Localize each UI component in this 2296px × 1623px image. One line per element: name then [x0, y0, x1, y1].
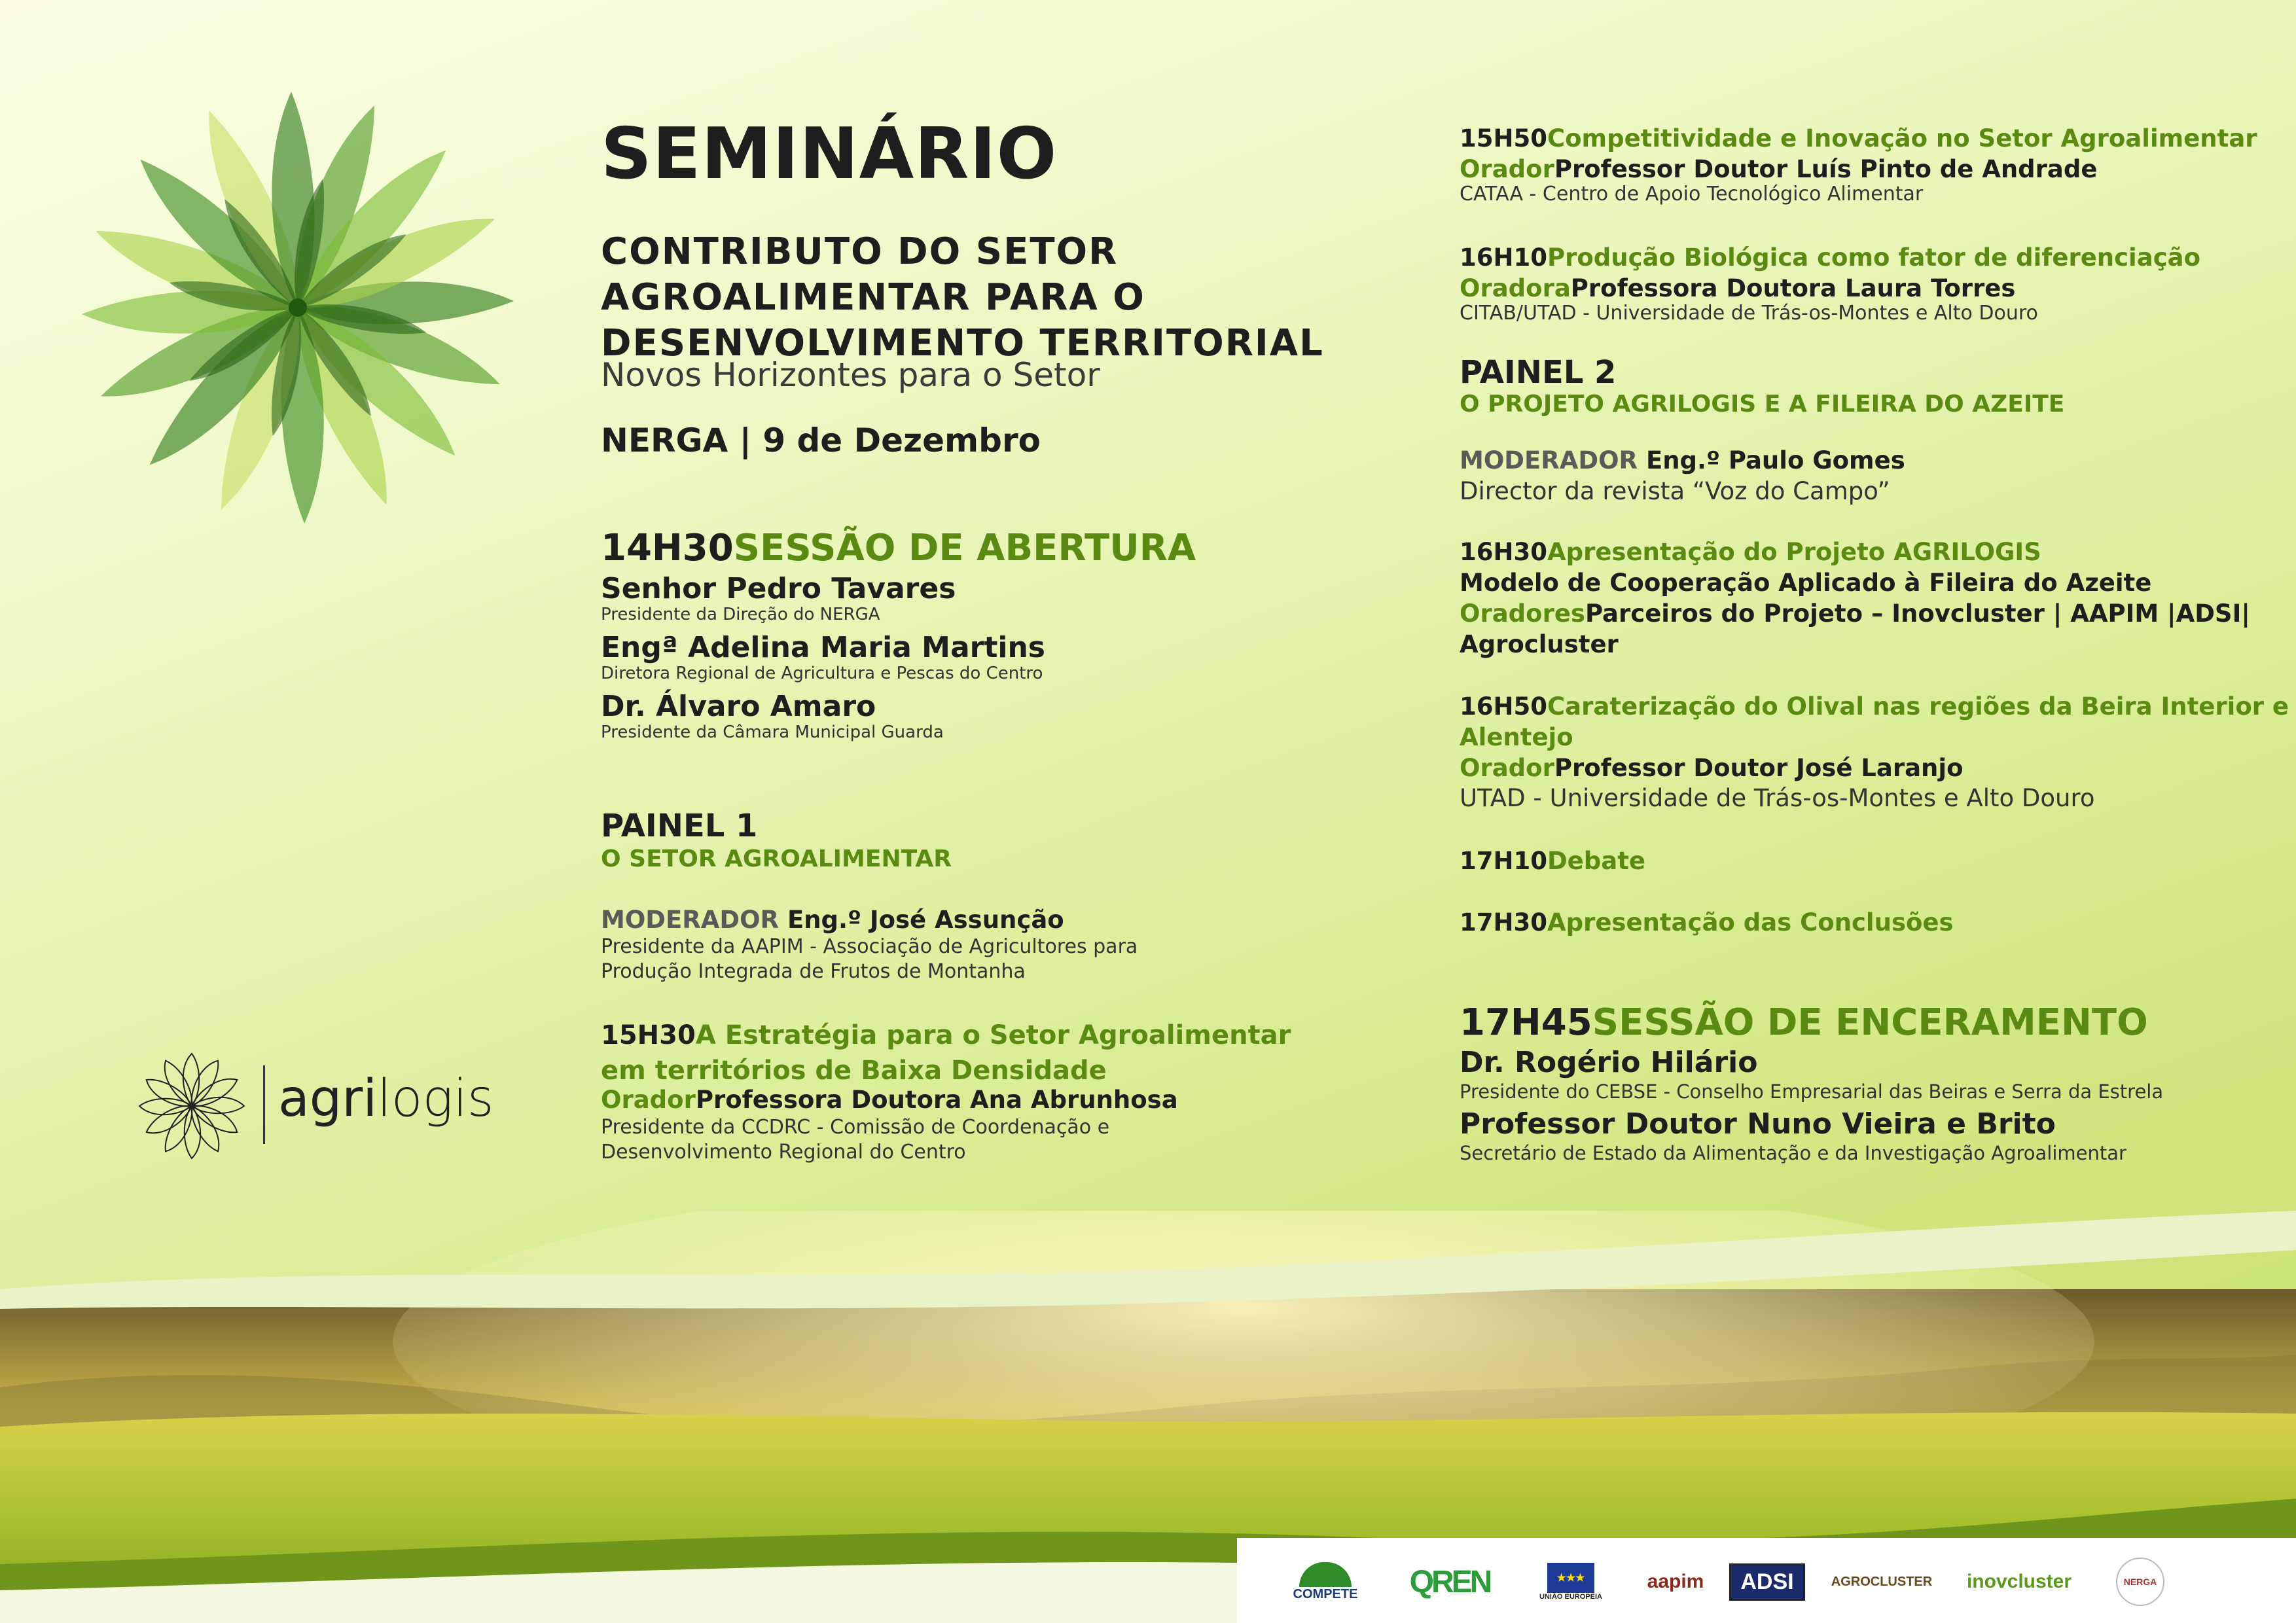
speaker-label: Orador: [601, 1086, 696, 1114]
agrilogis-wordmark: [278, 1069, 494, 1128]
sponsor-name: NERGA: [2116, 1558, 2164, 1606]
compete-mark-icon: [1299, 1562, 1352, 1587]
seminar-subtitle: [601, 229, 1386, 366]
speaker-role: CITAB/UTAD - Universidade de Trás-os-Montes e Alto Douro: [1460, 302, 2038, 325]
panel2-talk1: [1460, 537, 2250, 660]
speaker-role: Secretário de Estado da Alimentação e da Investigação Agroalimentar: [1460, 1142, 2126, 1164]
session-label: SESSÃO DE ABERTURA: [733, 527, 1196, 569]
emblem-petal: [185, 1056, 224, 1110]
talk-title: Competitividade e Inovação no Setor Agroalimentar: [1547, 124, 2257, 152]
sponsor-name: inovcluster: [1966, 1571, 2072, 1592]
panel1-talk1: [601, 1018, 1291, 1088]
tagline: Novos Horizontes para o Setor: [601, 356, 1100, 394]
panel1-talk3: [1460, 242, 2200, 304]
talk-title: Alentejo: [1460, 723, 1573, 751]
talk-time: 16H50: [1460, 692, 1547, 721]
speaker-role: [601, 1115, 1109, 1165]
talk-title: Apresentação das Conclusões: [1547, 908, 1954, 936]
speaker-name: Senhor Pedro Tavares: [601, 572, 956, 605]
moderator-role: Director da revista “Voz do Campo”: [1460, 477, 1890, 505]
speaker-name: Professor Doutor José Laranjo: [1554, 754, 1964, 782]
speaker-role: Presidente do CEBSE - Conselho Empresarial das Beiras e Serra da Estrela: [1460, 1080, 2164, 1103]
talk-time: 16H30: [1460, 538, 1547, 566]
sponsor-name: UNIÃO EUROPEIA: [1539, 1593, 1602, 1601]
talk-title: Debate: [1547, 847, 1645, 875]
speaker-role: CATAA - Centro de Apoio Tecnológico Alimentar: [1460, 183, 1924, 205]
panel1-label: PAINEL 1: [601, 808, 758, 844]
wordmark-part: logis: [377, 1069, 494, 1128]
speaker-name: Professora Doutora Ana Abrunhosa: [695, 1086, 1178, 1114]
session-label: SESSÃO DE ENCERAMENTO: [1592, 1001, 2148, 1044]
speaker-label: Oradores: [1460, 599, 1585, 628]
talk-subtitle: Modelo de Cooperação Aplicado à Fileira do Azeite: [1460, 569, 2152, 597]
talk-speaker: [601, 1084, 1178, 1115]
talk-title: Caraterização do Olival nas regiões da Beira Interior e: [1547, 692, 2289, 721]
speaker-name: Professora Doutora Laura Torres: [1570, 274, 2016, 302]
role-line: Produção Integrada de Frutos de Montanha: [601, 960, 1026, 983]
role-line: Desenvolvimento Regional do Centro: [601, 1141, 966, 1164]
subtitle-line: AGROALIMENTAR PARA O: [601, 276, 1145, 319]
talk-time: 17H30: [1460, 908, 1547, 936]
speaker-name: Parceiros do Projeto – Inovcluster | AAPIM |ADSI|: [1585, 599, 2250, 628]
panel1-moderator: [601, 904, 1064, 935]
page-title: SEMINÁRIO: [601, 113, 1058, 195]
sponsor-name: COMPETE: [1293, 1586, 1358, 1601]
emblem-petal: [142, 1073, 196, 1113]
speaker-role: Presidente da Câmara Municipal Guarda: [601, 722, 944, 742]
agrocluster-logo: [1806, 1552, 1957, 1611]
speaker-role: Diretora Regional de Agricultura e Pescas do Centro: [601, 664, 1043, 683]
talk-title: Apresentação do Projeto AGRILOGIS: [1547, 538, 2041, 566]
brand-divider: [263, 1065, 265, 1144]
session-time: 14H30: [601, 527, 734, 569]
eu-logo: [1525, 1552, 1617, 1611]
qren-logo: [1384, 1552, 1515, 1611]
talk-time: 16H10: [1460, 243, 1547, 272]
speaker-name: Dr. Álvaro Amaro: [601, 690, 876, 723]
talk-title: A Estratégia para o Setor Agroalimentar: [695, 1020, 1291, 1050]
place-date: NERGA | 9 de Dezembro: [601, 421, 1041, 459]
panel2-talk2: [1460, 691, 2289, 783]
panel2-title: O PROJETO AGRILOGIS E A FILEIRA DO AZEITE: [1460, 391, 2065, 418]
moderator-label: MODERADOR: [601, 906, 780, 934]
subtitle-line: CONTRIBUTO DO SETOR: [601, 230, 1119, 273]
talk-title: Produção Biológica como fator de diferenciação: [1547, 243, 2201, 272]
closing-session-heading: [1460, 1001, 2148, 1044]
conclusions-item: [1460, 907, 1954, 938]
panel1-title: O SETOR AGROALIMENTAR: [601, 846, 952, 872]
speaker-role: UTAD - Universidade de Trás-os-Montes e Alto Douro: [1460, 784, 2095, 812]
nerga-logo: [2088, 1552, 2193, 1611]
sponsor-name: QREN: [1409, 1564, 1490, 1599]
eu-flag-icon: ★★★: [1547, 1563, 1594, 1593]
agrilogis-emblem-icon: [136, 1050, 247, 1162]
debate-item: [1460, 846, 1645, 876]
speaker-name: Professor Doutor Luís Pinto de Andrade: [1554, 155, 2098, 183]
talk-title: em territórios de Baixa Densidade: [601, 1056, 1107, 1086]
moderator-role: [601, 935, 1138, 984]
talk-time: 15H30: [601, 1020, 696, 1050]
talk-time: 17H10: [1460, 847, 1547, 875]
moderator-name: Eng.º José Assunção: [787, 906, 1064, 934]
sponsor-name: ADSI: [1729, 1563, 1804, 1601]
speaker-label: Orador: [1460, 754, 1554, 782]
compete-logo: [1263, 1552, 1388, 1611]
speaker-name: Agrocluster: [1460, 630, 1619, 658]
mandala-logo-icon: [59, 72, 537, 543]
wordmark-part: agri: [278, 1069, 378, 1128]
speaker-role: Presidente da Direção do NERGA: [601, 605, 880, 624]
sponsor-strip: [1237, 1538, 2296, 1623]
sponsor-name: AGROCLUSTER: [1831, 1574, 1933, 1589]
role-line: Presidente da CCDRC - Comissão de Coordenação e: [601, 1116, 1110, 1139]
talk-time: 15H50: [1460, 124, 1547, 152]
moderator-name: Eng.º Paulo Gomes: [1645, 446, 1905, 474]
panel1-talk2: [1460, 123, 2257, 185]
speaker-label: Orador: [1460, 155, 1554, 183]
moderator-label: MODERADOR: [1460, 446, 1638, 474]
inovcluster-logo: [1937, 1552, 2101, 1611]
opening-session-heading: [601, 527, 1196, 569]
speaker-label: Oradora: [1460, 274, 1571, 302]
emblem-petal: [159, 1102, 199, 1156]
speaker-name: Professor Doutor Nuno Vieira e Brito: [1460, 1107, 2056, 1141]
sponsor-name: aapim: [1647, 1571, 1704, 1592]
speaker-name: Engª Adelina Maria Martins: [601, 631, 1045, 664]
emblem-petal: [187, 1073, 241, 1113]
speaker-name: Dr. Rogério Hilário: [1460, 1046, 1758, 1079]
role-line: Presidente da AAPIM - Associação de Agricultores para: [601, 935, 1138, 958]
subtitle-line: DESENVOLVIMENTO TERRITORIAL: [601, 322, 1324, 365]
panel2-label: PAINEL 2: [1460, 354, 1617, 391]
panel2-moderator: [1460, 445, 1905, 476]
session-time: 17H45: [1460, 1001, 1592, 1044]
emblem-petal: [188, 1099, 242, 1139]
